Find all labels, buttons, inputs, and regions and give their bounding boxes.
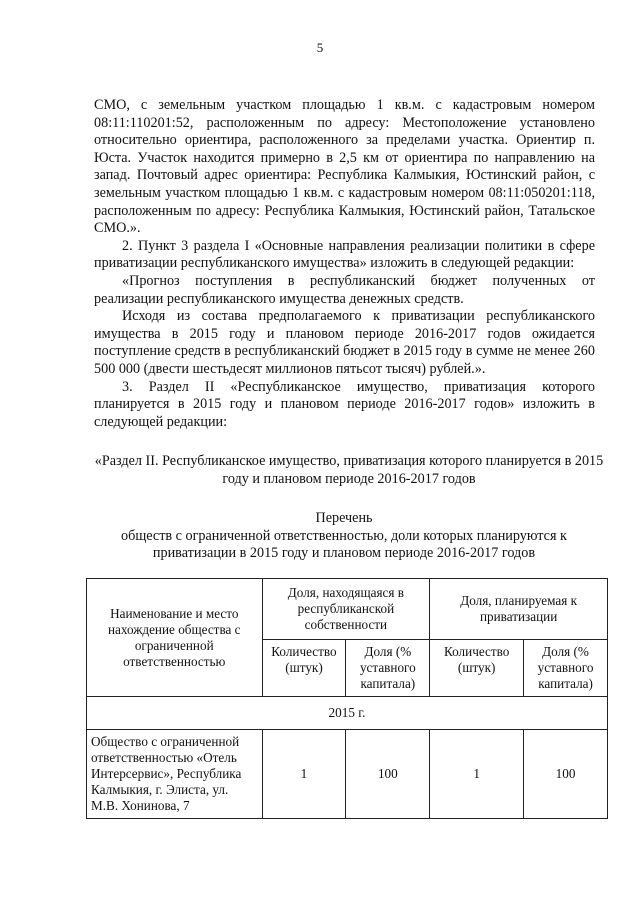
- list-title-heading: Перечень: [315, 510, 373, 526]
- quantity-priv-cell: 1: [430, 730, 524, 819]
- paragraph-continuation: СМО, с земельным участком площадью 1 кв.м. с кадастровым номером 08:11:110201:52, расположенным по адресу: Местоположение установлено относительно ориентира, расположенного за пределами участка. Ориентир п. Юста. Участок находится примерно в 2,5 км от ориентира по направлению на запад. Почтовый адрес ориентира: Республика Калмыкия, Юстинский район, с земельным участком площадью 1 кв.м. с кадастровым номером 08:11:050201:118, расположенным по адресу: Республика Калмыкия, Юстинский район, Татальское СМО.».: [94, 97, 595, 237]
- header-company-name: Наименование и место нахождение общества с ограниченной ответственностью: [87, 579, 263, 697]
- privatization-table: [86, 578, 608, 819]
- body-text: [94, 97, 595, 431]
- company-name-cell: Общество с ограниченной ответственностью «Отель Интерсервис», Республика Калмыкия, г. Элиста, ул. М.В. Хонинова, 7: [87, 730, 263, 819]
- paragraph-forecast-amount: Исходя из состава предполагаемого к приватизации республиканского имущества в 2015 году и плановом периоде 2016-2017 годов ожидается поступление средств в республиканский бюджет в 2015 году в сумме не менее 260 500 000 (двести шестьдесят миллионов пятьсот тысяч) рублей.».: [94, 308, 595, 377]
- section-title: «Раздел II. Республиканское имущество, приватизация которого планируется в 2015 году и плановом периоде 2016-2017 годов: [94, 453, 604, 487]
- quantity-state-cell: 1: [262, 730, 346, 819]
- table-row: [87, 730, 608, 819]
- share-priv-cell: 100: [524, 730, 608, 819]
- subheader-quantity-priv: Количество (штук): [430, 640, 524, 697]
- share-state-cell: 100: [346, 730, 430, 819]
- paragraph-forecast-heading: «Прогноз поступления в республиканский бюджет полученных от реализации республиканского имущества денежных средств.: [94, 272, 595, 307]
- table-header-row: [87, 579, 608, 640]
- list-title: [94, 510, 594, 563]
- subheader-share-state: Доля (% уставного капитала): [346, 640, 430, 697]
- header-privatization-share: Доля, планируемая к приватизации: [430, 579, 608, 640]
- page-number: 5: [316, 40, 324, 55]
- subheader-quantity-state: Количество (штук): [262, 640, 346, 697]
- paragraph-item-2: 2. Пункт 3 раздела I «Основные направления реализации политики в сфере приватизации республиканского имущества» изложить в следующей редакции:: [94, 237, 595, 272]
- year-label: 2015 г.: [87, 697, 608, 730]
- subheader-share-priv: Доля (% уставного капитала): [524, 640, 608, 697]
- table-year-row: [87, 697, 608, 730]
- header-state-share: Доля, находящаяся в республиканской собственности: [262, 579, 430, 640]
- list-title-subheading: обществ с ограниченной ответственностью, доли которых планируются к приватизации в 2015 году и плановом периоде 2016-2017 годов: [121, 527, 567, 562]
- paragraph-item-3: 3. Раздел II «Республиканское имущество, приватизация которого планируется в 2015 году и плановом периоде 2016-2017 годов» изложить в следующей редакции:: [94, 378, 595, 430]
